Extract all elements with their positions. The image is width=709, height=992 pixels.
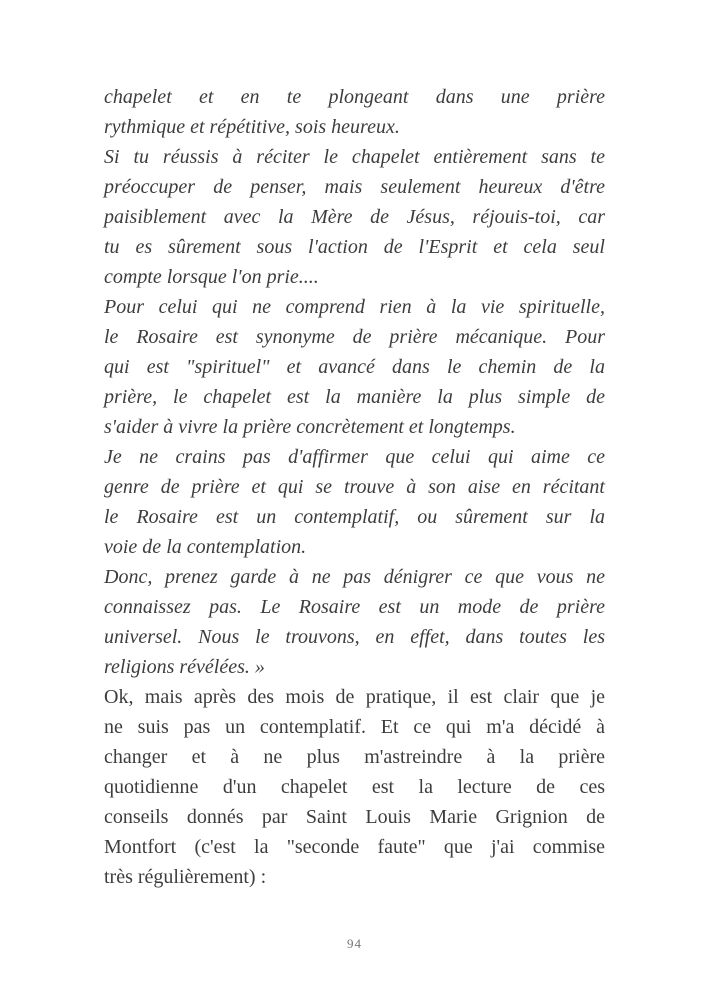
text-line: qui est "spirituel" et avancé dans le chemin de la [104, 356, 605, 378]
text-line: universel. Nous le trouvons, en effet, dans toutes les [104, 626, 605, 648]
text-line: voie de la contemplation. [104, 536, 307, 558]
text-line: changer et à ne plus m'astreindre à la prière [104, 746, 605, 768]
quote-paragraph [104, 292, 605, 442]
text-line: compte lorsque l'on prie.... [104, 266, 319, 288]
quote-paragraph [104, 142, 605, 292]
text-line: tu es sûrement sous l'action de l'Esprit et cela seul [104, 236, 605, 258]
text-line: prière, le chapelet est la manière la plus simple de [104, 386, 605, 408]
text-line: Ok, mais après des mois de pratique, il est clair que je [104, 686, 605, 708]
quote-paragraph [104, 562, 605, 682]
text-line: genre de prière et qui se trouve à son aise en récitant [104, 476, 605, 498]
text-line: Si tu réussis à réciter le chapelet entièrement sans te [104, 146, 605, 168]
text-line: le Rosaire est synonyme de prière mécanique. Pour [104, 326, 605, 348]
text-line: très régulièrement) : [104, 866, 267, 888]
text-line: ne suis pas un contemplatif. Et ce qui m'a décidé à [104, 716, 605, 738]
text-line: rythmique et répétitive, sois heureux. [104, 116, 400, 138]
text-line: paisiblement avec la Mère de Jésus, réjouis-toi, car [104, 206, 605, 228]
text-line: Montfort (c'est la "seconde faute" que j'ai commise [104, 836, 605, 858]
text-line: préoccuper de penser, mais seulement heureux d'être [104, 176, 605, 198]
body-text [104, 82, 605, 892]
text-line: chapelet et en te plongeant dans une prière [104, 86, 605, 108]
text-line: connaissez pas. Le Rosaire est un mode de prière [104, 596, 605, 618]
text-line: religions révélées. » [104, 656, 265, 678]
page-number: 94 [347, 936, 362, 951]
text-line: Pour celui qui ne comprend rien à la vie spirituelle, [104, 296, 605, 318]
text-line: conseils donnés par Saint Louis Marie Grignion de [104, 806, 605, 828]
narration-paragraph [104, 682, 605, 892]
text-line: quotidienne d'un chapelet est la lecture de ces [104, 776, 605, 798]
text-line: Je ne crains pas d'affirmer que celui qui aime ce [104, 446, 605, 468]
quote-paragraph [104, 442, 605, 562]
quote-paragraph [104, 82, 605, 142]
text-line: Donc, prenez garde à ne pas dénigrer ce que vous ne [104, 566, 605, 588]
text-line: s'aider à vivre la prière concrètement et longtemps. [104, 416, 516, 438]
text-line: le Rosaire est un contemplatif, ou sûrement sur la [104, 506, 605, 528]
